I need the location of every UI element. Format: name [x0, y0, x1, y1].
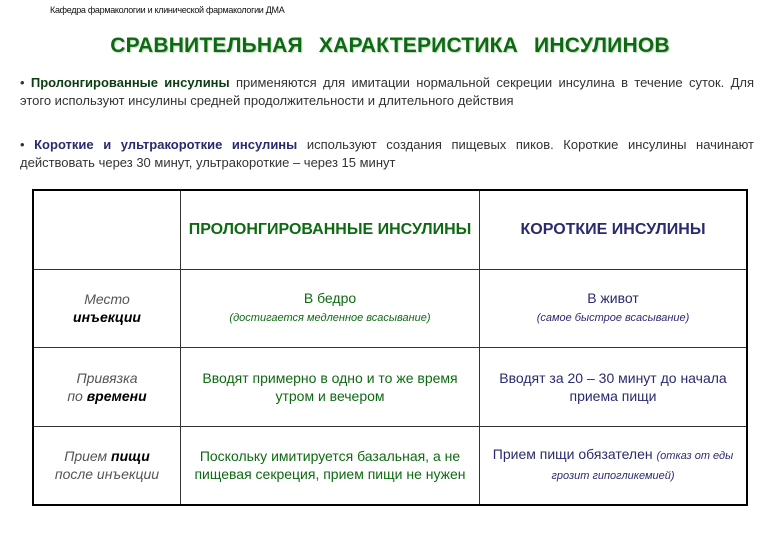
intro-text: применяются для имитации нормальной секреции инсулина в течение суток. Для этого используют инсулины средней продолжительности и длительного действия	[20, 75, 755, 108]
label-part: Прием	[64, 448, 108, 465]
cell-long	[181, 269, 480, 347]
label-part: после инъекции	[54, 466, 160, 483]
label-part-bold: пищи	[111, 448, 150, 465]
intro-bold: Пролонгированные инсулины	[30, 75, 230, 90]
intro-text: используют создания пищевых пиков. Короткие инсулины начинают действовать через 30 минут, ультракороткие – через 15 минут	[20, 137, 755, 170]
cell-text: В живот	[587, 290, 639, 306]
row-label-injection-site	[33, 269, 181, 347]
bullet: •	[20, 137, 25, 152]
table-header-row	[33, 190, 747, 269]
slide-title: СРАВНИТЕЛЬНАЯ ХАРАКТЕРИСТИКА ИНСУЛИНОВ	[110, 34, 670, 57]
row-label-food-intake	[33, 426, 181, 505]
label-part-bold: времени	[86, 387, 147, 404]
header-long-insulins: ПРОЛОНГИРОВАННЫЕ ИНСУЛИНЫ	[181, 190, 480, 269]
row-label-timing	[33, 347, 181, 426]
cell-long: Вводят примерно в одно и то же время утром и вечером	[181, 347, 480, 426]
bullet: •	[20, 75, 25, 90]
table-row	[33, 426, 747, 505]
label-part: по	[67, 387, 83, 404]
cell-short	[480, 269, 748, 347]
intro-bold: Короткие и ультракороткие инсулины	[34, 137, 298, 152]
cell-note: (достигается медленное всасывание)	[229, 312, 431, 324]
cell-text: Прием пищи обязателен	[492, 446, 653, 463]
table-row	[33, 347, 747, 426]
intro-paragraph-long	[20, 74, 754, 110]
empty-corner-cell	[33, 190, 181, 269]
cell-long: Поскольку имитируется базальная, а не пищевая секреция, прием пищи не нужен	[181, 426, 480, 505]
table-row	[33, 269, 747, 347]
cell-note: (отказ от еды грозит гипогликемией)	[551, 450, 734, 483]
cell-note: (самое быстрое всасывание)	[536, 312, 690, 324]
header-short-insulins: КОРОТКИЕ ИНСУЛИНЫ	[480, 190, 748, 269]
cell-text: В бедро	[303, 290, 357, 306]
label-part: Привязка	[76, 369, 138, 386]
comparison-table	[32, 189, 748, 506]
department-caption: Кафедра фармакологии и клинической фармакологии ДМА	[50, 5, 285, 15]
label-part: Место	[84, 291, 130, 307]
cell-short	[480, 426, 748, 505]
intro-paragraph-short	[20, 136, 754, 172]
label-part-bold: инъекции	[73, 309, 141, 325]
cell-short: Вводят за 20 – 30 минут до начала приема пищи	[480, 347, 748, 426]
